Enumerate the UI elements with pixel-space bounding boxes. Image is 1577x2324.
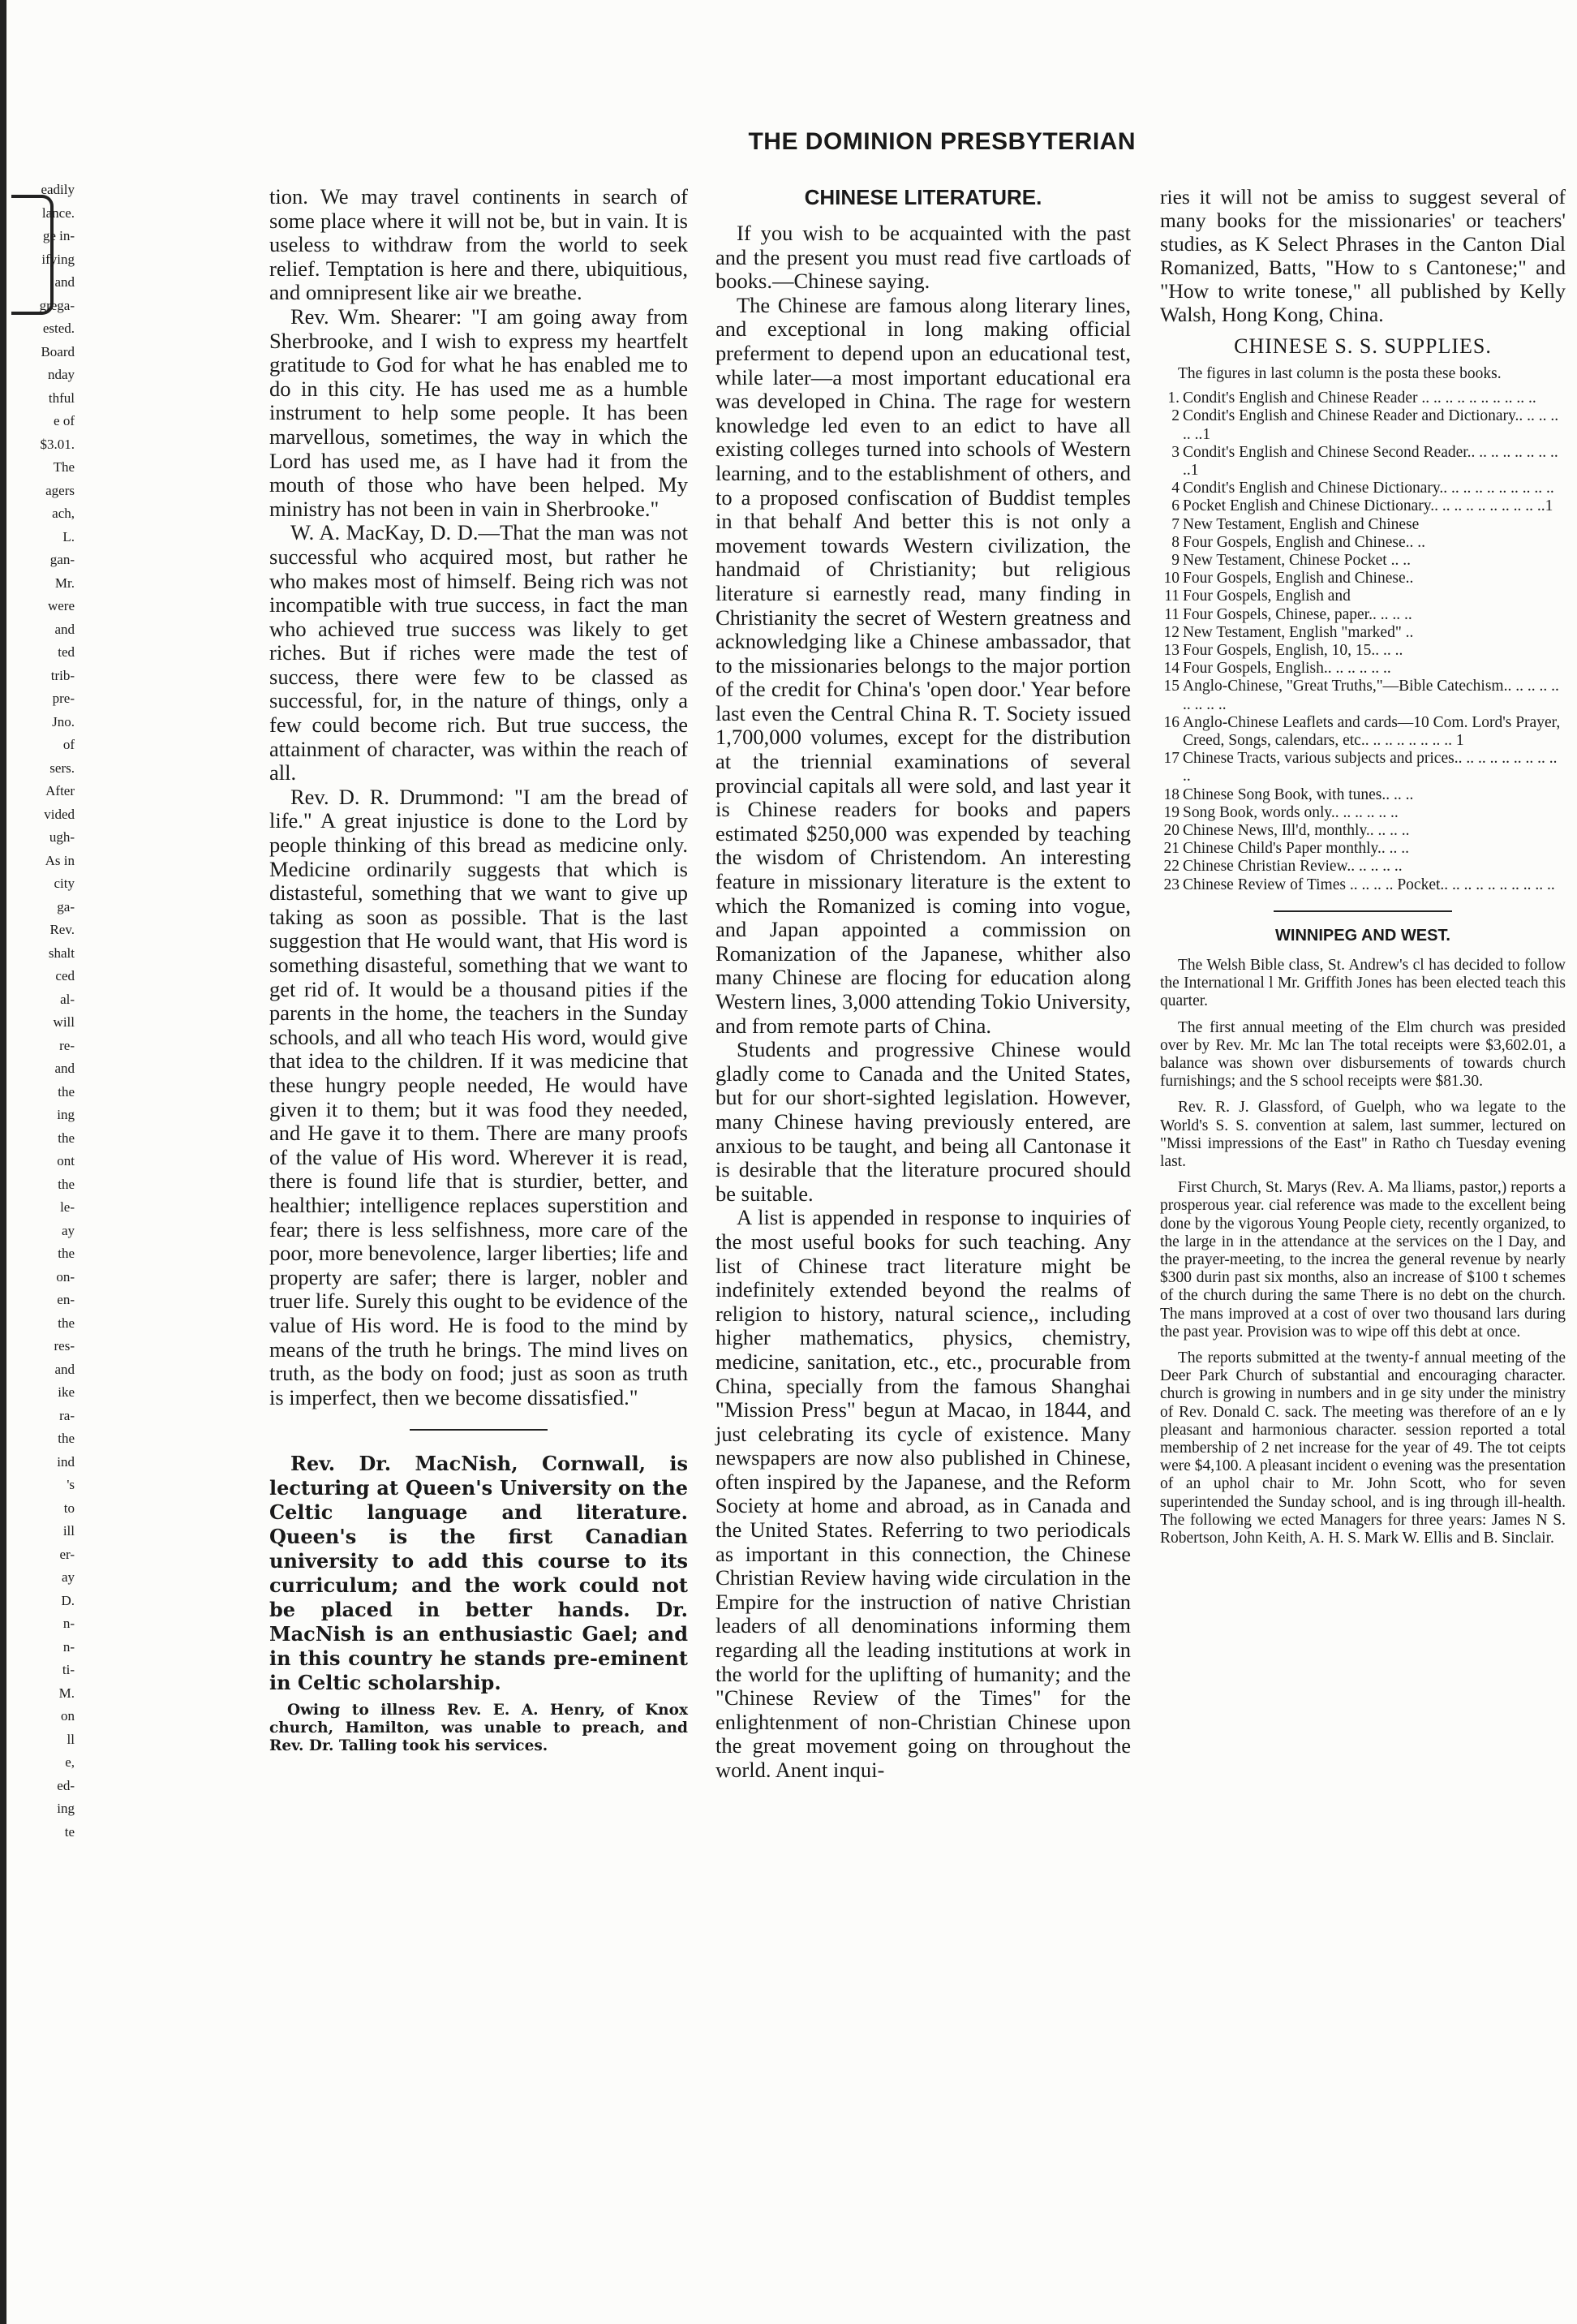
strip-fragment: the bbox=[58, 1130, 75, 1146]
strip-fragment: e of bbox=[54, 413, 75, 428]
supply-item bbox=[1160, 497, 1566, 515]
column-2 bbox=[715, 185, 1131, 1783]
strip-fragment: 's bbox=[67, 1477, 75, 1492]
strip-fragment: lance. bbox=[41, 204, 75, 221]
divider bbox=[410, 1429, 548, 1431]
supply-number: 19 bbox=[1163, 803, 1180, 821]
strip-fragment: ced bbox=[55, 968, 75, 983]
strip-fragment: ra- bbox=[59, 1407, 75, 1423]
supply-title: Condit's English and Chinese Reader and Dictionary.. .. .. .. .. ..1 bbox=[1183, 407, 1559, 443]
supply-title: Condit's English and Chinese Reader .. .. .. .. .. .. .. .. .. .. bbox=[1183, 389, 1536, 407]
strip-fragment: ti- bbox=[62, 1662, 75, 1677]
supply-number: 22 bbox=[1163, 858, 1180, 876]
strip-fragment: L. bbox=[62, 528, 75, 544]
strip-fragment: trib- bbox=[50, 667, 75, 683]
strip-fragment: ifying bbox=[41, 251, 75, 267]
macnish-notice: Rev. Dr. MacNish, Cornwall, is lecturing at Queen's University on the Celtic language and literature. Queen's is the first Canadian university to add this course to its curriculum; and the work could not be placed in better hands. Dr. MacNish is an enthusiastic Gael; and in this country he stands pre-eminent in Celtic scholarship. bbox=[269, 1452, 688, 1695]
supply-title: Four Gospels, English and Chinese.. .. bbox=[1183, 533, 1425, 551]
supply-item bbox=[1160, 876, 1566, 894]
paragraph: ries it will not be amiss to suggest several of many books for the missionaries' or teachers' studies, as K Select Phrases in the Canton Dial Romanized, Batts, "How to s Cantonese;" and "How to write tonese," all published by Kelly Walsh, Hong Kong, China. bbox=[1160, 185, 1566, 326]
strip-fragment: to bbox=[63, 1500, 75, 1516]
strip-fragment: Jno. bbox=[52, 713, 75, 729]
strip-fragment: $3.01. bbox=[40, 436, 75, 452]
supply-title: Chinese Review of Times .. .. .. .. Pocket.. .. .. .. .. .. .. .. .. .. bbox=[1183, 876, 1555, 893]
supply-number: 8 bbox=[1171, 533, 1180, 551]
news-item: The Welsh Bible class, St. Andrew's cl has decided to follow the International l Mr. Griffith Jones has been elected teach this quarter. bbox=[1160, 956, 1566, 1010]
strip-fragment: le- bbox=[60, 1199, 75, 1215]
supply-title: Chinese Song Book, with tunes.. .. .. bbox=[1183, 785, 1414, 803]
supply-number: 14 bbox=[1163, 660, 1180, 678]
supply-item bbox=[1160, 642, 1566, 660]
strip-fragment: will bbox=[53, 1014, 75, 1030]
strip-fragment: ont bbox=[57, 1153, 75, 1168]
supply-number: 18 bbox=[1163, 785, 1180, 803]
supply-item bbox=[1160, 624, 1566, 642]
supply-title: Four Gospels, English and Chinese.. bbox=[1183, 570, 1414, 587]
supply-item bbox=[1160, 822, 1566, 840]
paragraph: W. A. MacKay, D. D.—That the man was not successful who acquired most, but rather he who makes most of himself. Being rich was not incompatible with true success, in fact the man who achieved true success was likely to get riches. But if riches were made the test of success, there were few to be classed as successful, for, in the nature of things, only a few could become rich. But true success, the attainment of character, was within the reach of all. bbox=[269, 520, 688, 785]
strip-fragment: the bbox=[58, 1083, 75, 1100]
supply-title: Four Gospels, English, 10, 15.. .. .. bbox=[1183, 642, 1403, 660]
supply-number: 2 bbox=[1171, 407, 1180, 425]
strip-fragment: and bbox=[54, 621, 75, 637]
supply-number: 12 bbox=[1163, 623, 1180, 641]
strip-fragment: D. bbox=[61, 1592, 75, 1608]
strip-fragment: the bbox=[58, 1246, 75, 1261]
strip-fragment: ested. bbox=[42, 321, 75, 336]
henry-notice: Owing to illness Rev. E. A. Henry, of Knox church, Hamilton, was unable to preach, and Rev. Dr. Talling took his services. bbox=[269, 1702, 688, 1755]
strip-fragment: ugh- bbox=[49, 829, 75, 845]
supply-item bbox=[1160, 587, 1566, 605]
strip-fragment: ay bbox=[61, 1222, 75, 1238]
paragraph: Rev. Wm. Shearer: "I am going away from Sherbrooke, and I wish to express my heartfelt gratitude to God for what he has enabled me to do in this city. He has used me as a humble instrument to help some people. It has been marvellous, sometimes, the way in which the Lord has used me, as I have had it from the mouth of those who have been helped. My ministry has not been in vain in Sherbrooke." bbox=[269, 303, 688, 521]
strip-fragment: shalt bbox=[48, 945, 75, 961]
strip-fragment: te bbox=[64, 1823, 75, 1840]
supply-number: 7 bbox=[1171, 515, 1180, 533]
supply-number: 3 bbox=[1171, 443, 1180, 461]
supply-number: 11 bbox=[1164, 587, 1180, 605]
strip-fragment: M. bbox=[58, 1685, 75, 1701]
supply-number: 15 bbox=[1163, 678, 1180, 695]
supply-title: Anglo-Chinese Leaflets and cards—10 Com. Lord's Prayer, Creed, Songs, calendars, etc.. .. .. .. .. .. .. .. 1 bbox=[1183, 713, 1561, 750]
strip-fragment: As in bbox=[45, 852, 75, 868]
strip-fragment: and bbox=[54, 1061, 75, 1076]
supply-item bbox=[1160, 786, 1566, 804]
supply-title: New Testament, English and Chinese bbox=[1183, 515, 1420, 533]
paragraph: tion. We may travel continents in search of some place where it will not be, but in vain. It is useless to withdraw from the world to seek relief. Temptation is here and there, ubiquitious, and omnipresent like air we breathe. bbox=[269, 184, 688, 305]
supplies-intro: The figures in last column is the posta these books. bbox=[1178, 365, 1502, 382]
strip-fragment: er- bbox=[59, 1546, 75, 1562]
supply-title: Chinese Tracts, various subjects and prices.. .. .. .. .. .. .. .. .. .. bbox=[1183, 750, 1558, 785]
strip-fragment: on bbox=[61, 1708, 75, 1724]
strip-fragment: Board bbox=[41, 343, 75, 359]
supply-number: 9 bbox=[1171, 552, 1180, 570]
news-item: First Church, St. Marys (Rev. A. Ma lliams, pastor,) reports a prosperous year. cial reference was made to the excellent being done by the vigorous Young People ciety, recently organized, to the large in in the attendance at the services on the l Day, and the prayer-meeting, to the increa the general revenue by nearly $300 durin past six months, also an increase of $100 t schemes of the church during the same There is no debt on the church. The mans improved at a cost of over two thousand lars during the past year. Provision was to wipe off this debt at once. bbox=[1160, 1179, 1566, 1341]
strip-fragment: and bbox=[54, 1361, 75, 1377]
paragraph: A list is appended in response to inquiries of the most useful books for such teaching. Any list of Chinese tract literature might be indefinitely extended beyond the realms of religion to history, natural science,, including higher mathematics, physics, chemistry, medicine, sanitation, etc., etc., procurable from China, specially from the famous Shanghai "Mission Press" begun at Macao, in 1844, and just celebrating its cycle of existence. Many newspapers are now also published in Chinese, often inspired by the Japanese, and the Reform Society at home and abroad, as in Canada and the United States. Referring to two periodicals as important in this connection, the Chinese Christian Review having wide circulation in the Empire for the instruction of native Christian leaders of all denominations informing them regarding all the leading institutions at work in the world for the uplifting of humanity; and the "Chinese Review of the Times" for the enlightenment of non-Christian Chinese upon the great movement going on throughout the world. Anent inqui- bbox=[715, 1205, 1131, 1782]
strip-fragment: agers bbox=[45, 482, 75, 498]
strip-fragment: n- bbox=[62, 1638, 75, 1655]
supply-title: Anglo-Chinese, "Great Truths,"—Bible Catechism.. .. .. .. .. .. .. .. .. bbox=[1183, 678, 1559, 713]
strip-fragment: en- bbox=[57, 1292, 75, 1307]
strip-fragment: the bbox=[58, 1176, 75, 1192]
strip-fragment: n- bbox=[62, 1616, 75, 1631]
supply-title: Four Gospels, English.. .. .. .. .. .. bbox=[1183, 660, 1391, 678]
adjacent-page-strip bbox=[0, 179, 75, 2256]
supply-item bbox=[1160, 444, 1566, 480]
strip-fragment: sers. bbox=[49, 760, 75, 776]
strip-fragment: ind bbox=[57, 1453, 75, 1470]
strip-fragment: The bbox=[53, 459, 75, 475]
strip-fragment: vided bbox=[44, 806, 75, 822]
strip-fragment: the bbox=[58, 1315, 75, 1331]
supply-title: New Testament, English "marked" .. bbox=[1183, 623, 1414, 641]
strip-fragment: Mr. bbox=[54, 575, 75, 591]
news-item: Rev. R. J. Glassford, of Guelph, who wa legate to the World's S. S. convention at salem, last summer, lectured on "Missi impressions of the East" in Ratho ch Tuesday evening last. bbox=[1160, 1099, 1566, 1170]
news-item: The first annual meeting of the Elm church was presided over by Rev. Mr. Mc lan The total receipts were $3,602.01, a balance was shown over disbursements of towards church furnishings; and the S school receipts were $81.30. bbox=[1160, 1018, 1566, 1091]
paragraph: If you wish to be acquainted with the past and the present you must read five cartloads of books.—Chinese saying. bbox=[715, 221, 1131, 294]
strip-fragment: ed- bbox=[57, 1777, 75, 1793]
strip-fragment: ge in- bbox=[42, 228, 75, 243]
supply-item bbox=[1160, 407, 1566, 443]
supply-item bbox=[1160, 840, 1566, 858]
chinese-literature-heading: CHINESE LITERATURE. bbox=[804, 185, 1042, 209]
supply-title: Chinese News, Ill'd, monthly.. .. .. .. bbox=[1183, 822, 1410, 840]
supply-number: 21 bbox=[1163, 840, 1180, 858]
supply-title: Condit's English and Chinese Second Reader.. .. .. .. .. .. .. .. ..1 bbox=[1183, 443, 1558, 480]
supply-number: 16 bbox=[1163, 713, 1180, 731]
strip-fragment: al- bbox=[60, 991, 75, 1007]
supply-item bbox=[1160, 516, 1566, 534]
strip-fragment: ing bbox=[57, 1107, 75, 1122]
strip-fragment: res- bbox=[54, 1338, 75, 1354]
strip-fragment: ay bbox=[61, 1569, 75, 1585]
column-1 bbox=[269, 185, 688, 1755]
supply-item bbox=[1160, 389, 1566, 407]
strip-fragment: grega- bbox=[39, 297, 75, 313]
supply-title: Four Gospels, English and bbox=[1183, 587, 1351, 605]
paragraph: Students and progressive Chinese would gladly come to Canada and the United States, but for our short-sighted legislation. However, many Chinese having previously entered, are anxious to be taught, and being all Cantonase it is desirable that the literature procured should be suitable. bbox=[715, 1037, 1131, 1206]
strip-fragment: re- bbox=[59, 1037, 75, 1053]
strip-fragment: nday bbox=[47, 367, 75, 382]
supplies-heading: CHINESE S. S. SUPPLIES. bbox=[1234, 334, 1492, 358]
supplies-list bbox=[1160, 389, 1566, 894]
supply-item bbox=[1160, 660, 1566, 678]
strip-fragment: ill bbox=[62, 1523, 75, 1539]
supply-item bbox=[1160, 606, 1566, 624]
supply-item bbox=[1160, 804, 1566, 822]
strip-fragment: the bbox=[58, 1431, 75, 1446]
supply-item bbox=[1160, 534, 1566, 552]
strip-fragment: ing bbox=[57, 1801, 75, 1816]
strip-fragment: were bbox=[47, 598, 75, 613]
supply-title: Song Book, words only.. .. .. .. .. .. bbox=[1183, 803, 1399, 821]
supply-title: Pocket English and Chinese Dictionary.. .. .. .. .. .. .. .. .. ..1 bbox=[1183, 497, 1553, 515]
news-item: The reports submitted at the twenty-f annual meeting of the Deer Park Church of substantial and encouraging character. church is growing in numbers and in ge sity under the ministry of Rev. Donald C. sack. The meeting was therefore of an e ly pleasant and harmonious character. session reported a total membership of 2 net increase for the year of 49. The tot ceipts were $4,100. A pleasant incident o evening was the presentation of an uphol chair to Mr. John Scott, who for seven superintended the Sunday school, and is ing through ill-health. The following we ected Managers for three years: James N S. Robertson, John Keith, A. H. S. Mark W. Ellis and B. Sinclair. bbox=[1160, 1349, 1566, 1547]
supply-number: 4 bbox=[1171, 480, 1180, 497]
supply-title: Chinese Christian Review.. .. .. .. .. bbox=[1183, 858, 1403, 876]
strip-fragment: After bbox=[45, 783, 75, 798]
supply-item bbox=[1160, 480, 1566, 497]
supply-number: 11 bbox=[1164, 605, 1180, 623]
strip-fragment: gan- bbox=[49, 552, 75, 567]
supply-item bbox=[1160, 678, 1566, 713]
supply-number: 20 bbox=[1163, 822, 1180, 840]
supply-title: New Testament, Chinese Pocket .. .. bbox=[1183, 552, 1411, 570]
strip-fragment: and bbox=[54, 274, 75, 290]
supply-item bbox=[1160, 750, 1566, 785]
supply-title: Condit's English and Chinese Dictionary.. .. .. .. .. .. .. .. .. .. bbox=[1183, 480, 1554, 497]
supply-item bbox=[1160, 858, 1566, 876]
strip-fragment: ga- bbox=[57, 898, 75, 915]
supply-title: Chinese Child's Paper monthly.. .. .. bbox=[1183, 840, 1410, 858]
strip-fragment: thful bbox=[48, 389, 75, 406]
strip-fragment: ike bbox=[58, 1384, 75, 1400]
paragraph: Rev. D. R. Drummond: "I am the bread of life." A great injustice is done to the Lord by people thinking of this bread as medicine only. Medicine ordinarily suggests that which is distasteful, something that we want to give up taking as soon as possible. That is the last suggestion that He would want, that His word is something disasteful, something that we want to get rid of. It would be a thousand pities if the parents in the home, the teachers in the Sunday schools, and all who teach His word, would give that idea to the children. If it was medicine that these hungry people needed, He would have given it to them; but it was food they needed, and He gave it to them. There are many proofs of the value of His word. Wherever it is read, there is found life that is sturdier, better, and healthier; intelligence replaces superstition and fear; there is less selfishness, more care of the poor, more benevolence, larger liberties; life and property are safer; there is larger, nobler and truer life. Surely this ought to be evidence of the value of His word. He is food to the mind by means of the truth he brings. The mind lives on truth, as the body on food; just as soon as truth is imperfect, then we become dissatisfied." bbox=[269, 784, 688, 1409]
column-3 bbox=[1160, 185, 1566, 1547]
supply-title: Four Gospels, Chinese, paper.. .. .. .. bbox=[1183, 605, 1412, 623]
supply-number: 1. bbox=[1167, 389, 1180, 407]
strip-fragment: city bbox=[54, 876, 75, 891]
strip-fragment: on- bbox=[56, 1268, 75, 1285]
supply-item bbox=[1160, 552, 1566, 570]
supply-number: 23 bbox=[1163, 876, 1180, 893]
supply-number: 13 bbox=[1163, 642, 1180, 660]
supply-number: 6 bbox=[1171, 497, 1180, 515]
strip-fragment: ted bbox=[58, 644, 75, 660]
paragraph: The Chinese are famous along literary lines, and exceptional in long making official preferment to depend upon an educational test, while later—a most important educational era was developed in China. The rage for western knowledge led even to an edict to have all existing colleges turned into schools of Western learning, and to the establishment of others, and to a proposed confiscation of Buddist temples in that behalf And better this is not only a movement towards Western civilization, the handmaid of Christianity; but religious literature si earnestly read, many finding in Christianity the secret of Western greatness and acknowledging like a Chinese ambassador, that to the missionaries belongs to the major portion of the credit for China's 'open door.' Year before last even the Central China R. T. Society issued 1,700,000 volumes, except for the distribution at the triennial examinations of several provincial capitals all were sold, and last year it is Chinese readers for books and papers estimated $250,000 was expended by teaching the wisdom of Christendom. An interesting feature in missionary literature is the extent to which the Romanized is coming into vogue, and Japan appointed a commission on Romanization of the Japanese, whither also many Chinese are flocing for education along Western lines, 3,000 attending Tokio University, and from remote parts of China. bbox=[715, 292, 1131, 1038]
strip-fragment: pre- bbox=[52, 691, 75, 706]
strip-fragment: of bbox=[62, 737, 75, 752]
strip-fragment: e, bbox=[65, 1754, 75, 1770]
divider bbox=[1274, 910, 1452, 912]
strip-fragment: ach, bbox=[52, 506, 75, 521]
supply-item bbox=[1160, 570, 1566, 587]
strip-fragment: Rev. bbox=[49, 922, 75, 937]
strip-fragment: eadily bbox=[41, 182, 75, 197]
page-header: THE DOMINION PRESBYTERIAN bbox=[748, 128, 1136, 155]
strip-fragment: ll bbox=[67, 1731, 75, 1747]
winnipeg-heading: WINNIPEG AND WEST. bbox=[1275, 926, 1450, 945]
supply-number: 17 bbox=[1163, 750, 1180, 768]
supply-number: 10 bbox=[1163, 570, 1180, 587]
supply-item bbox=[1160, 714, 1566, 750]
